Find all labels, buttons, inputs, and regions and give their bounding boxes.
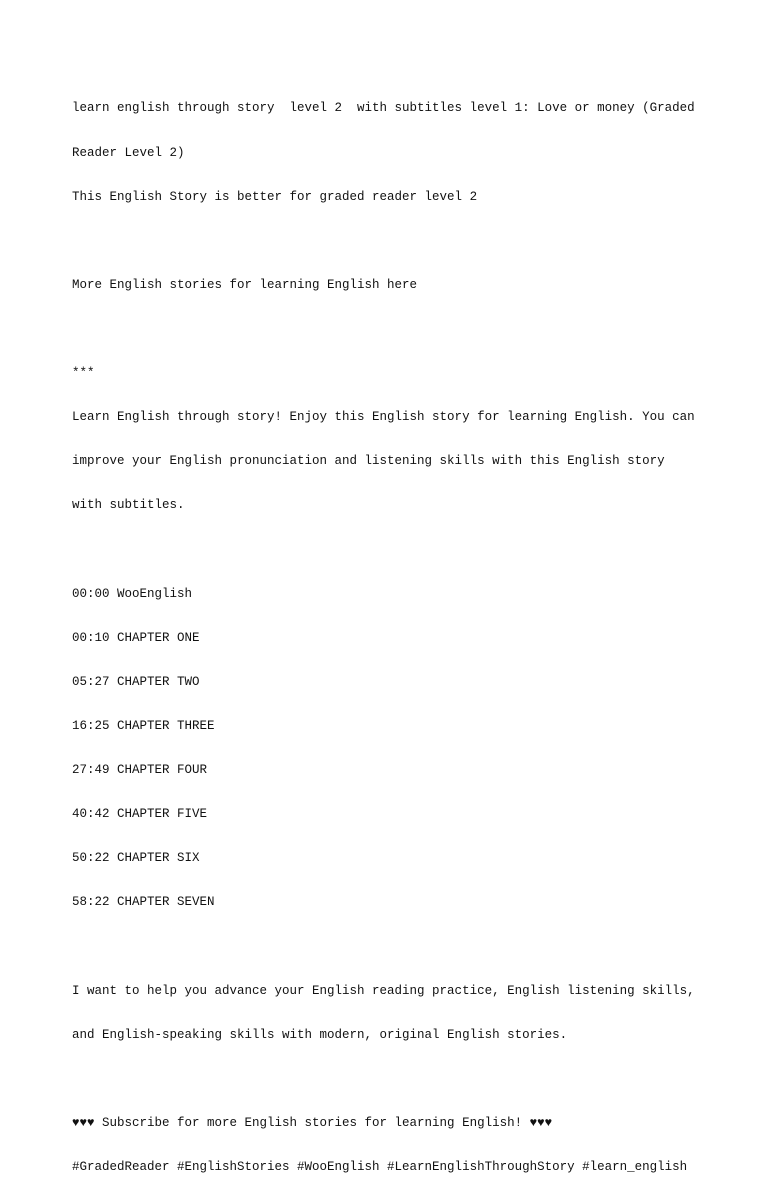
- chapter-entry: 50:22 CHAPTER SIX: [72, 851, 200, 866]
- title-line-2: Reader Level 2): [72, 145, 185, 160]
- spacer: [72, 542, 712, 557]
- chapter-entry: 05:27 CHAPTER TWO: [72, 674, 200, 689]
- subscribe-line: ♥♥♥ Subscribe for more English stories for learning English! ♥♥♥: [72, 1115, 553, 1130]
- spacer: [72, 1072, 712, 1087]
- intro-line-3: with subtitles.: [72, 498, 185, 513]
- goal-line-2: and English-speaking skills with modern, original English stories.: [72, 1027, 568, 1042]
- chapter-entry: 58:22 CHAPTER SEVEN: [72, 895, 215, 910]
- chapter-entry: 40:42 CHAPTER FIVE: [72, 807, 208, 822]
- intro-line-1: Learn English through story! Enjoy this English story for learning English. You can: [72, 410, 695, 425]
- document-body: [72, 72, 712, 1189]
- title-line-1: learn english through story level 2 with subtitles level 1: Love or money (Graded: [72, 101, 695, 116]
- chapter-entry: 00:00 WooEnglish: [72, 586, 193, 601]
- chapter-entry: 00:10 CHAPTER ONE: [72, 630, 200, 645]
- chapter-entry: 16:25 CHAPTER THREE: [72, 718, 215, 733]
- subtitle-line: This English Story is better for graded reader level 2: [72, 189, 478, 204]
- spacer: [72, 322, 712, 337]
- intro-line-2: improve your English pronunciation and listening skills with this English story: [72, 454, 665, 469]
- separator-line: ***: [72, 366, 95, 381]
- spacer: [72, 939, 712, 954]
- chapter-entry: 27:49 CHAPTER FOUR: [72, 763, 208, 777]
- goal-line-1: I want to help you advance your English reading practice, English listening skills,: [72, 983, 695, 998]
- hashtags-line: #GradedReader #EnglishStories #WooEnglish #LearnEnglishThroughStory #learn_english: [72, 1159, 688, 1174]
- spacer: [72, 234, 712, 249]
- more-stories-line: More English stories for learning English here: [72, 277, 418, 292]
